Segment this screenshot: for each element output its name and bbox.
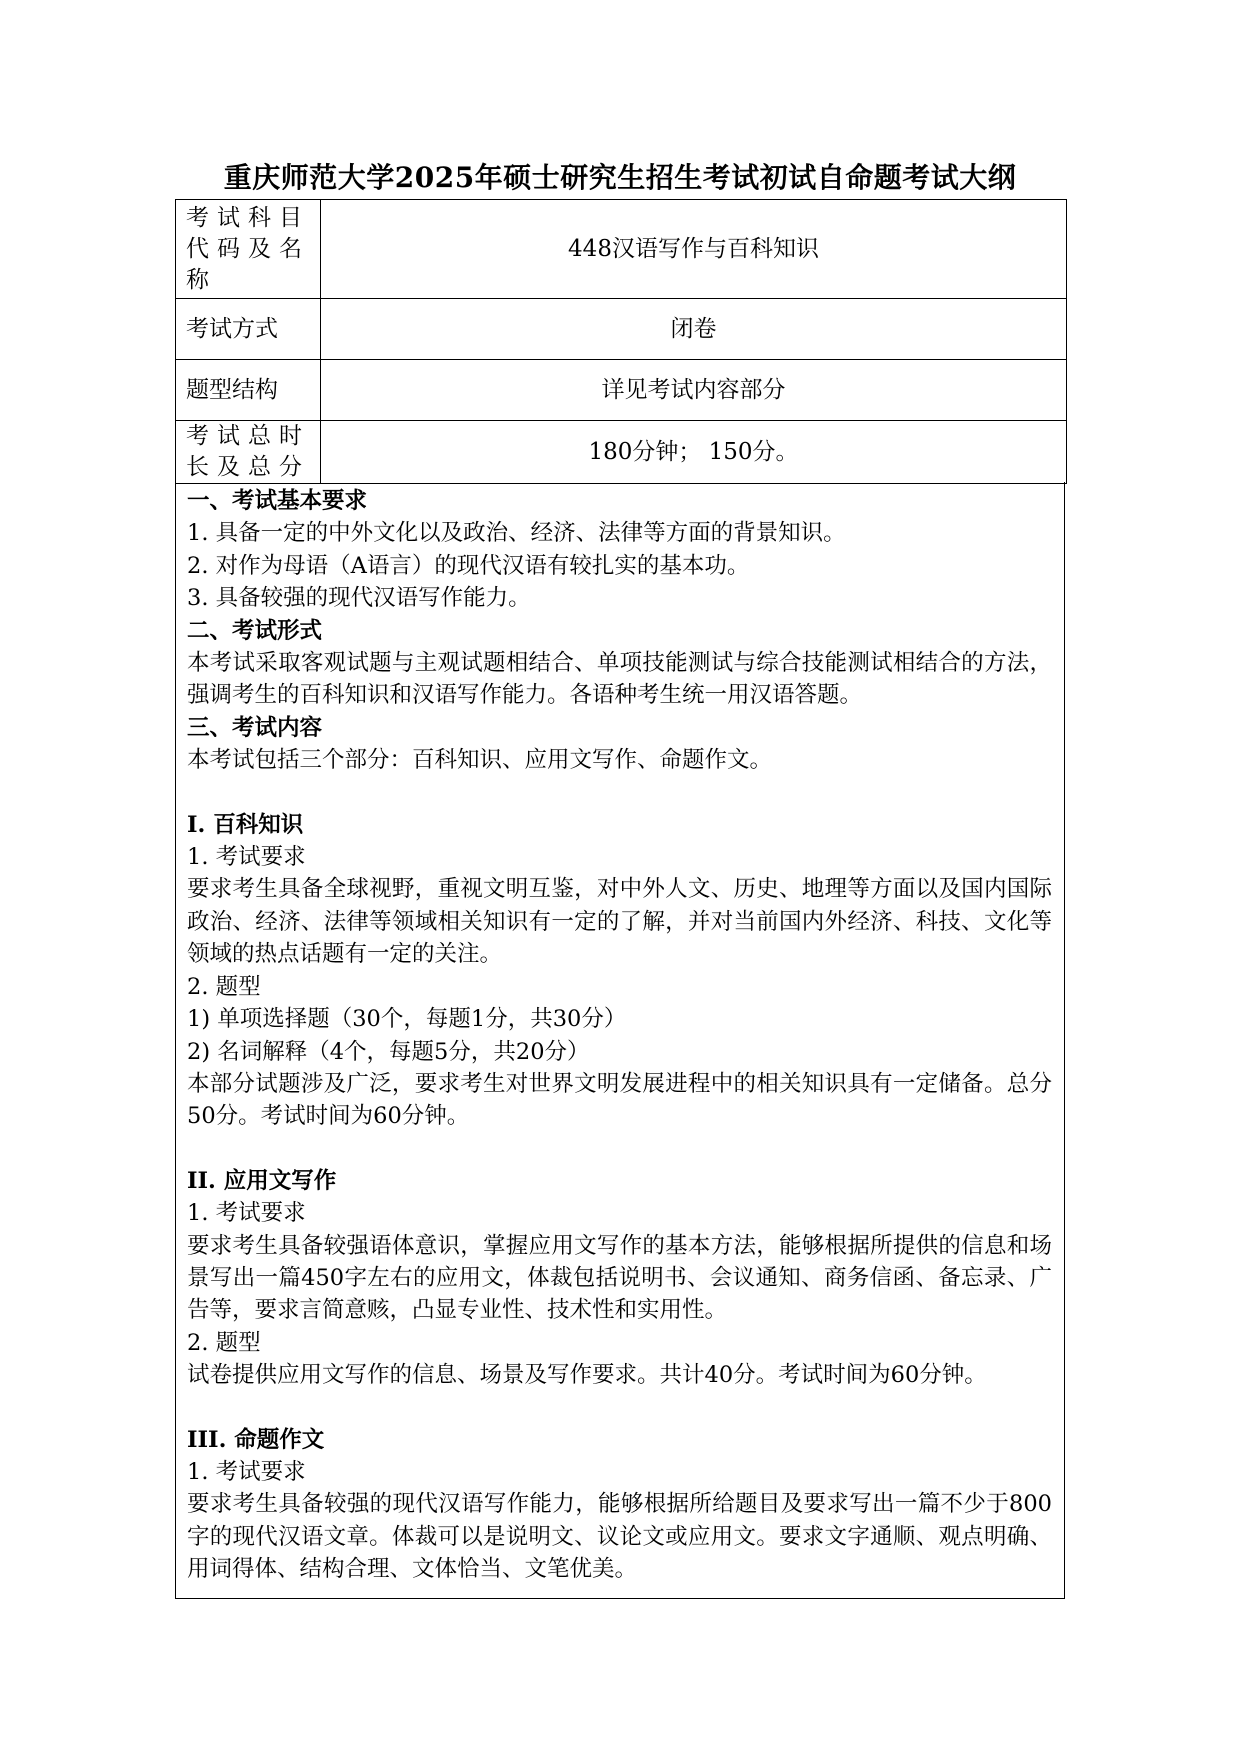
table-row (176, 421, 1067, 484)
part-heading-composition: III. 命题作文 (187, 1426, 325, 1453)
subheading-question-types: 2. 题型 (187, 1329, 261, 1356)
section-heading-exam-form: 二、考试形式 (187, 617, 323, 644)
exam-info-table (175, 199, 1067, 484)
list-item: 1. 具备一定的中外文化以及政治、经济、法律等方面的背景知识。 (187, 520, 846, 547)
table-row (176, 200, 1067, 299)
encyclopedia-requirements-text: 要求考生具备全球视野，重视文明互鉴，对中外人文、历史、地理等方面以及国内国际政治、经济、法律等领域相关知识有一定的了解，并对当前国内外经济、科技、文化等领域的热点话题有一定的关注。 (187, 876, 1052, 968)
exam-content-box (175, 482, 1065, 1599)
subheading-requirements: 1. 考试要求 (187, 1200, 306, 1227)
part-heading-practical-writing: II. 应用文写作 (187, 1167, 337, 1194)
row-label-subject: 考试科目代码及名称 (176, 200, 321, 299)
exam-form-paragraph: 本考试采取客观试题与主观试题相结合、单项技能测试与综合技能测试相结合的方法，强调考生的百科知识和汉语写作能力。各语种考生统一用汉语答题。 (187, 650, 1052, 709)
composition-requirements-text: 要求考生具备较强的现代汉语写作能力，能够根据所给题目及要求写出一篇不少于800字的现代汉语文章。体裁可以是说明文、议论文或应用文。要求文字通顺、观点明确、用词得体、结构合理、文体恰当、文笔优美。 (187, 1491, 1052, 1583)
list-item: 1) 单项选择题（30个，每题1分，共30分） (187, 1006, 627, 1033)
row-value-exam-mode: 闭卷 (321, 299, 1067, 360)
encyclopedia-note: 本部分试题涉及广泛，要求考生对世界文明发展进程中的相关知识具有一定储备。总分50分。考试时间为60分钟。 (187, 1070, 1052, 1130)
section-heading-basic-requirements: 一、考试基本要求 (187, 488, 368, 514)
exam-content-intro: 本考试包括三个部分：百科知识、应用文写作、命题作文。 (187, 747, 773, 774)
document-title: 重庆师范大学2025年硕士研究生招生考试初试自命题考试大纲 (223, 161, 1017, 194)
list-item: 2. 对作为母语（A语言）的现代汉语有较扎实的基本功。 (187, 552, 750, 579)
row-label-duration-score: 考试总时长及总分 (176, 421, 321, 484)
row-value-subject: 448汉语写作与百科知识 (321, 200, 1067, 299)
list-item: 3. 具备较强的现代汉语写作能力。 (187, 585, 531, 612)
row-value-question-structure: 详见考试内容部分 (321, 360, 1067, 421)
table-row (176, 360, 1067, 421)
row-label-exam-mode: 考试方式 (176, 299, 321, 360)
section-heading-exam-content: 三、考试内容 (187, 714, 323, 741)
table-row (176, 299, 1067, 360)
practical-writing-requirements-text: 要求考生具备较强语体意识，掌握应用文写作的基本方法，能够根据所提供的信息和场景写出一篇450字左右的应用文，体裁包括说明书、会议通知、商务信函、备忘录、广告等，要求言简意赅，凸显专业性、技术性和实用性。 (187, 1232, 1052, 1324)
subheading-requirements: 1. 考试要求 (187, 844, 306, 871)
list-item: 2) 名词解释（4个，每题5分，共20分） (187, 1038, 590, 1065)
row-label-question-structure: 题型结构 (176, 360, 321, 421)
part-heading-encyclopedia: I. 百科知识 (187, 811, 304, 838)
subheading-requirements: 1. 考试要求 (187, 1458, 306, 1485)
practical-writing-type-text: 试卷提供应用文写作的信息、场景及写作要求。共计40分。考试时间为60分钟。 (187, 1362, 987, 1389)
subheading-question-types: 2. 题型 (187, 973, 261, 1000)
row-value-duration-score: 180分钟； 150分。 (321, 421, 1067, 484)
